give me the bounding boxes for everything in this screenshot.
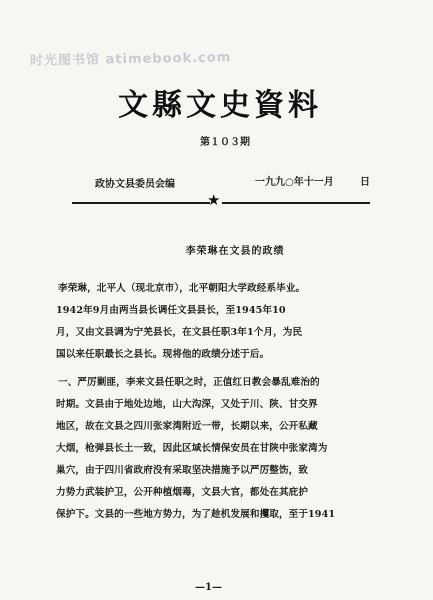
body-line: 力势力武装护卫，公开种植烟毒，文县大官，都处在其庇护 — [56, 487, 309, 498]
header-rule-right — [222, 202, 370, 204]
body-line: 一、严厉剿匪，李来文县任职之时，正值红日教会暴乱难治的 — [58, 377, 320, 388]
publication-date: 一九九○年十一月 — [255, 177, 334, 188]
body-line: 大烟，枪弹县长土一致，因此区域长情保安员在甘陕中张家湾为 — [56, 443, 328, 454]
watermark: 时光图书馆 atimebook.com — [29, 50, 232, 69]
publisher: 政协文县委员会编 — [95, 179, 175, 190]
body-line: 1942年9月由两当县长调任文县县长，至1945年10 — [56, 305, 286, 316]
star-icon: ★ — [207, 191, 221, 209]
body-line: 月，又由文县调为宁羌县长，在文县任职3年1个月，为民 — [56, 327, 303, 338]
page-number: —1— — [195, 582, 222, 593]
body-line: 李荣琳，北平人（现北京市），北平朝阳大学政经系毕业。 — [58, 283, 306, 294]
publication-day: 日 — [360, 177, 370, 188]
body-line: 保护下。文县的一些地方势力，为了趁机发展和攫取，至于1941 — [56, 509, 336, 520]
issue-number: 第１０３期 — [200, 137, 250, 148]
body-line: 巢穴，由于四川省政府没有采取坚决措施予以严厉整饬，致 — [56, 465, 309, 476]
article-title: 李荣琳在文县的政绩 — [185, 246, 285, 257]
header-rule-left — [72, 202, 210, 204]
body-line: 国以来任职最长之县长。现将他的政绩分述于后。 — [56, 349, 270, 360]
body-line: 地区，故在文县之四川张家湾附近一带，长期以来，公开私藏 — [56, 421, 318, 432]
body-line: 时期。文县由于地处边地，山大沟深，又处于川、陕、甘交界 — [56, 399, 318, 410]
masthead-title: 文縣文史資料 — [118, 88, 322, 123]
